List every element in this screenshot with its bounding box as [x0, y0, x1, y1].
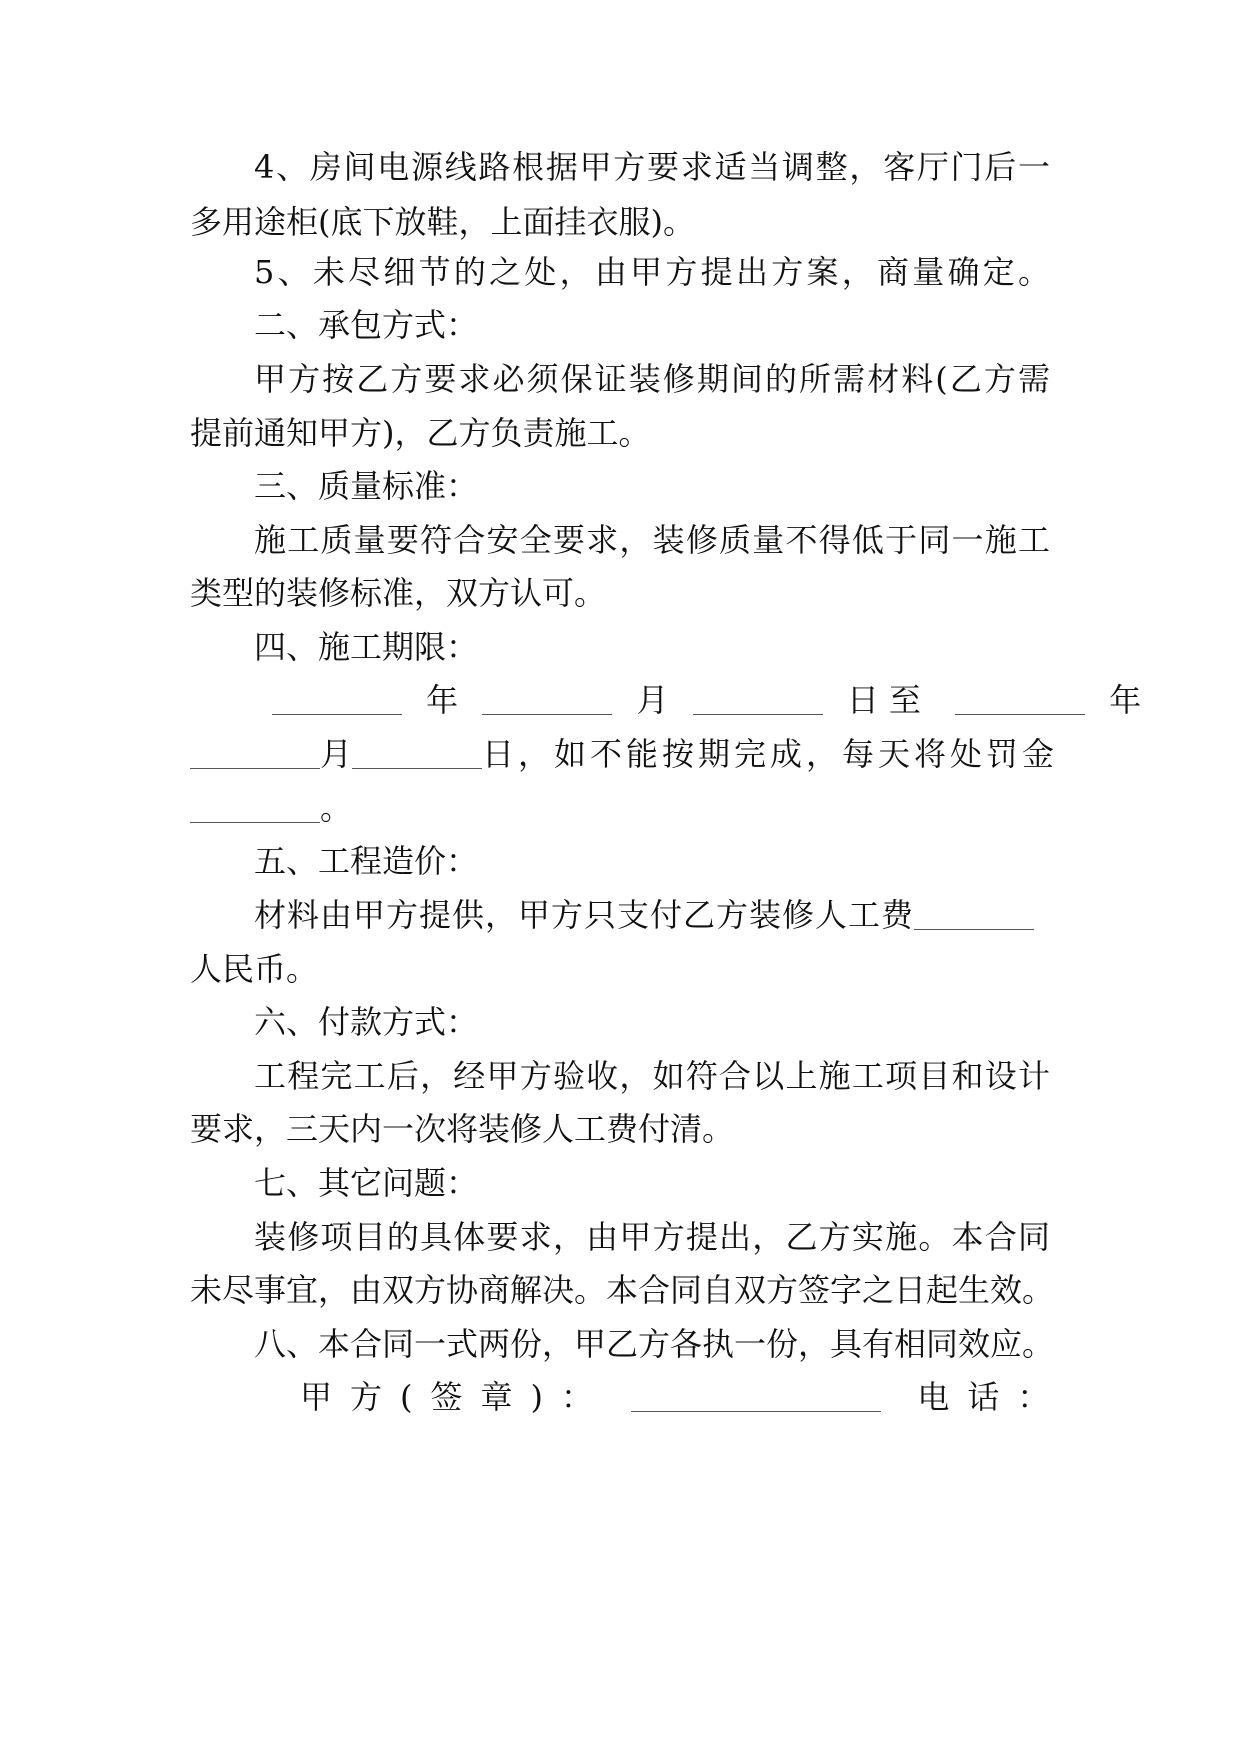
- section-6-title: 六、付款方式：: [254, 1003, 479, 1041]
- blank-party-a-signature: [631, 1409, 881, 1412]
- section-8: 八、本合同一式两份，甲乙方各执一份，具有相同效应。: [254, 1325, 1055, 1363]
- section-5-body-line-1: [254, 885, 1050, 945]
- blank-end-month: [190, 766, 320, 769]
- blank-penalty-amount: [190, 820, 320, 823]
- section-2-title: 二、承包方式：: [254, 306, 479, 344]
- label-day-to: 日至: [846, 681, 931, 719]
- section-7-body-line-2: 未尽事宜，由双方协商解决。本合同自双方签字之日起生效。: [190, 1271, 1055, 1309]
- section-5-title: 五、工程造价：: [254, 842, 479, 880]
- clause-5: 5、未尽细节的之处，由甲方提出方案，商量确定。: [254, 253, 1050, 291]
- blank-end-day: [352, 766, 482, 769]
- section-6-body-line-2: 要求，三天内一次将装修人工费付清。: [190, 1110, 735, 1148]
- period-line-3: [190, 778, 1050, 838]
- section-3-title: 三、质量标准：: [254, 467, 479, 505]
- section-2-body-line-2: 提前通知甲方)，乙方负责施工。: [190, 414, 651, 452]
- label-year-2: 年: [1109, 681, 1142, 719]
- period-end-mark: 。: [320, 789, 353, 827]
- phone-label: 电话：: [917, 1378, 1068, 1416]
- label-month-2: 月: [320, 735, 353, 773]
- blank-start-day: [693, 712, 823, 715]
- section-4-title: 四、施工期限：: [254, 628, 479, 666]
- section-7-title: 七、其它问题：: [254, 1164, 479, 1202]
- clause-4-line-1: 4、房间电源线路根据甲方要求适当调整，客厅门后一: [254, 148, 1050, 186]
- section-5-body-line-2: 人民币。: [190, 950, 319, 988]
- blank-end-year: [955, 712, 1085, 715]
- party-a-signature-label: 甲方(签章)：: [300, 1378, 611, 1416]
- blank-labor-cost: [914, 927, 1034, 930]
- labor-cost-text: 材料由甲方提供，甲方只支付乙方装修人工费: [254, 896, 915, 934]
- section-7-body-line-1: 装修项目的具体要求，由甲方提出，乙方实施。本合同: [254, 1218, 1050, 1256]
- section-2-body-line-1: 甲方按乙方要求必须保证装修期间的所需材料(乙方需: [254, 360, 1050, 398]
- period-line-1: [272, 670, 1142, 730]
- signature-line: [300, 1367, 1068, 1427]
- period-line-2: [190, 724, 1059, 784]
- clause-4-line-2: 多用途柜(底下放鞋，上面挂衣服)。: [190, 203, 695, 241]
- blank-start-month: [482, 712, 612, 715]
- section-6-body-line-1: 工程完工后，经甲方验收，如符合以上施工项目和设计: [254, 1057, 1050, 1095]
- label-month-1: 月: [636, 681, 669, 719]
- blank-start-year: [272, 712, 402, 715]
- section-3-body-line-1: 施工质量要符合安全要求，装修质量不得低于同一施工: [254, 521, 1050, 559]
- label-year-1: 年: [426, 681, 459, 719]
- section-3-body-line-2: 类型的装修标准，双方认可。: [190, 574, 607, 612]
- penalty-text: 日，如不能按期完成，每天将处罚金: [482, 735, 1059, 773]
